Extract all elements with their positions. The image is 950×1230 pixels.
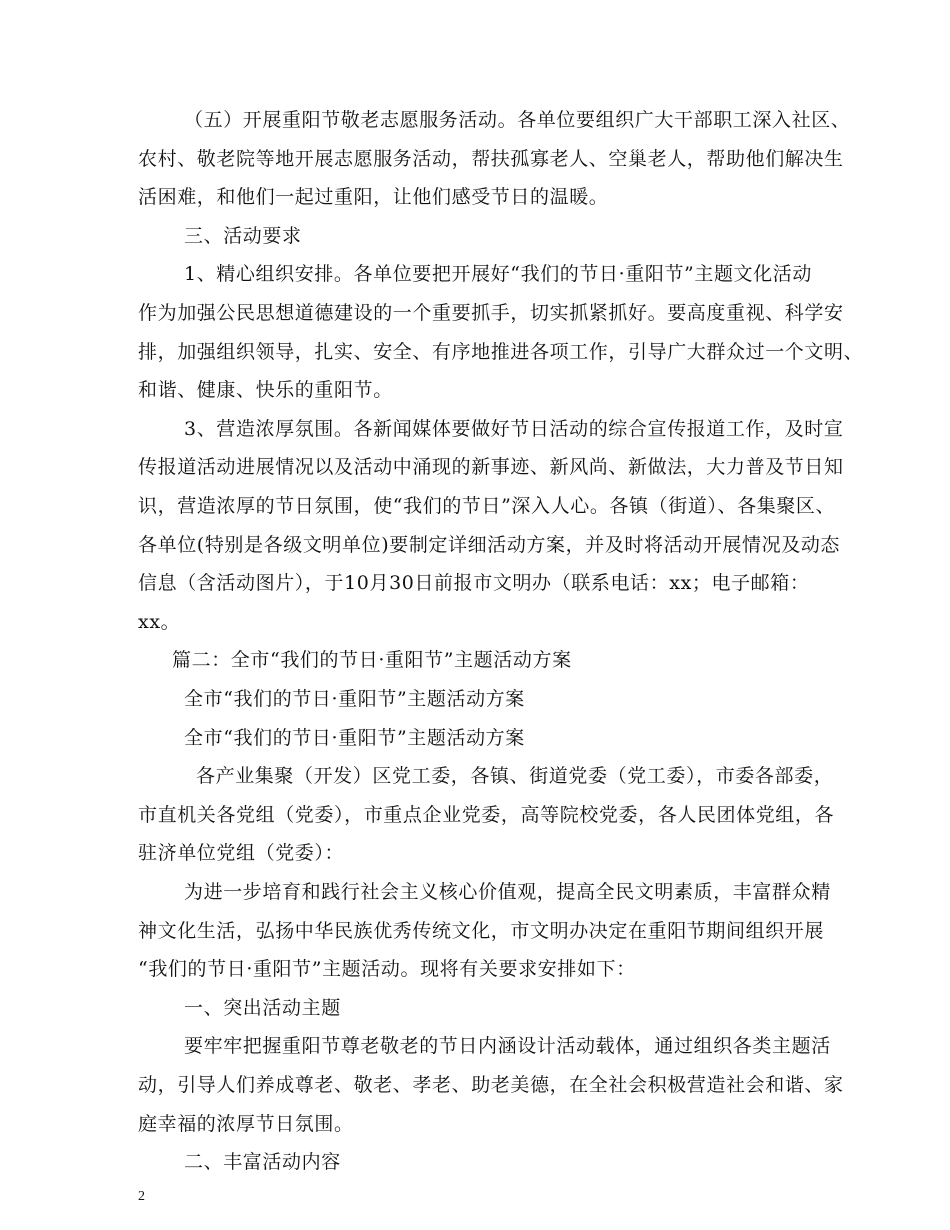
paragraph-line: 信息（含活动图片），于10月30日前报市文明办（联系电话：xx；电子邮箱： (138, 572, 810, 594)
document-title: 全市“我们的节日·重阳节”主题活动方案 (184, 688, 525, 710)
paragraph-line: 识，营造浓厚的节日氛围，使“我们的节日”深入人心。各镇（街道）、各集聚区、 (138, 495, 836, 517)
paragraph-line: 活困难，和他们一起过重阳，让他们感受节日的温暖。 (138, 186, 609, 208)
paragraph-line: 动，引导人们养成尊老、敬老、孝老、助老美德，在全社会积极营造社会和谐、家 (138, 1074, 844, 1096)
section-heading: 三、活动要求 (184, 225, 302, 247)
document-title: 全市“我们的节日·重阳节”主题活动方案 (184, 727, 525, 749)
paragraph-line: 3、营造浓厚氛围。各新闻媒体要做好节日活动的综合宣传报道工作，及时宣 (184, 418, 844, 440)
paragraph-line: 各产业集聚（开发）区党工委，各镇、街道党委（党工委），市委各部委， (196, 765, 834, 787)
paragraph-line: xx。 (138, 611, 181, 633)
paragraph-line: 神文化生活，弘扬中华民族优秀传统文化，市文明办决定在重阳节期间组织开展 (138, 920, 825, 942)
section-heading: 一、突出活动主题 (184, 997, 341, 1019)
paragraph-line: 为进一步培育和践行社会主义核心价值观，提高全民文明素质，丰富群众精 (184, 881, 831, 903)
paragraph-line: 1、精心组织安排。各单位要把开展好“我们的节日·重阳节”主题文化活动 (184, 263, 812, 285)
page-number: 2 (138, 1189, 145, 1204)
paragraph-line: 要牢牢把握重阳节尊老敬老的节日内涵设计活动载体，通过组织各类主题活 (184, 1035, 831, 1057)
paragraph-line: 和谐、健康、快乐的重阳节。 (138, 379, 393, 401)
section-title: 篇二：全市“我们的节日·重阳节”主题活动方案 (172, 649, 572, 671)
paragraph-line: 各单位(特别是各级文明单位)要制定详细活动方案，并及时将活动开展情况及动态 (138, 534, 841, 556)
paragraph-line: “我们的节日·重阳节”主题活动。现将有关要求安排如下： (138, 958, 636, 980)
paragraph-line: 传报道活动进展情况以及活动中涌现的新事迹、新风尚、新做法，大力普及节日知 (138, 456, 844, 478)
paragraph-line: 农村、敬老院等地开展志愿服务活动，帮扶孤寡老人、空巢老人，帮助他们解决生 (138, 148, 844, 170)
paragraph-line: 庭幸福的浓厚节日氛围。 (138, 1113, 354, 1135)
paragraph-line: （五）开展重阳节敬老志愿服务活动。各单位要组织广大干部职工深入社区、 (184, 109, 851, 131)
paragraph-line: 作为加强公民思想道德建设的一个重要抓手，切实抓紧抓好。要高度重视、科学安 (138, 302, 844, 324)
section-heading: 二、丰富活动内容 (184, 1151, 341, 1173)
paragraph-line: 驻济单位党组（党委）： (138, 842, 345, 864)
paragraph-line: 市直机关各党组（党委），市重点企业党委，高等院校党委，各人民团体党组，各 (138, 804, 835, 826)
paragraph-line: 排，加强组织领导，扎实、安全、有序地推进各项工作，引导广大群众过一个文明、 (138, 341, 864, 363)
